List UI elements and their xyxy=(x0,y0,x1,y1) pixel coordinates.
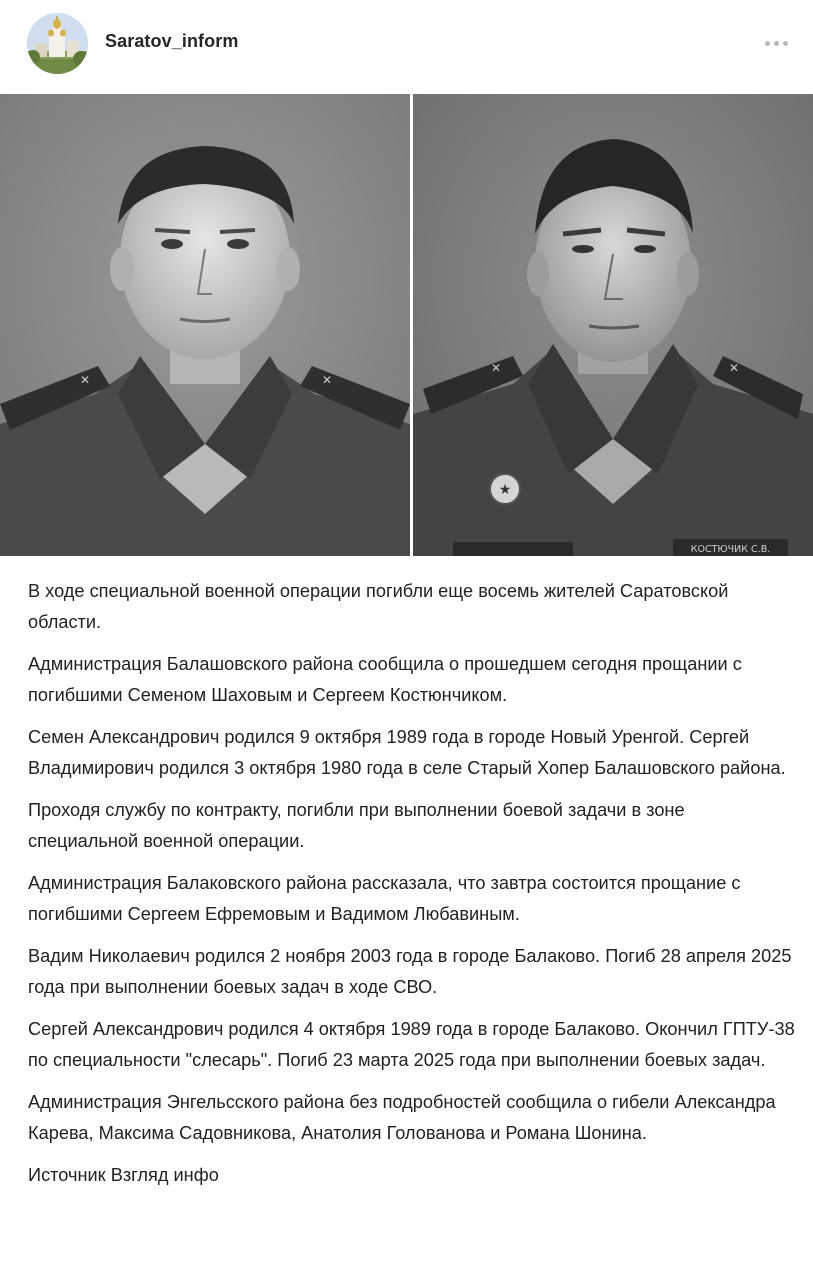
portrait-image-left xyxy=(0,94,410,556)
more-options-button[interactable] xyxy=(756,30,796,56)
channel-avatar[interactable] xyxy=(27,13,88,74)
more-dot xyxy=(774,41,779,46)
svg-text:✕: ✕ xyxy=(491,361,502,375)
name-tag-text: КОСТЮЧИК С.В. xyxy=(690,544,771,555)
post-paragraph: Вадим Николаевич родился 2 ноября 2003 года в городе Балаково. Погиб 28 апреля 2025 года при выполнении боевых задач в ходе СВО. xyxy=(28,946,792,997)
city-avatar-icon xyxy=(27,13,88,74)
portrait-image-right xyxy=(413,94,813,556)
svg-text:★: ★ xyxy=(498,482,512,498)
svg-text:✕: ✕ xyxy=(729,361,740,375)
svg-text:✕: ✕ xyxy=(80,373,91,387)
more-dot xyxy=(783,41,788,46)
post-paragraph: Семен Александрович родился 9 октября 1989 года в городе Новый Уренгой. Сергей Владимирович родился 3 октября 1980 года в селе Старый Хопер Балашовского района. xyxy=(28,727,786,778)
post-paragraph: Сергей Александрович родился 4 октября 1989 года в городе Балаково. Окончил ГПТУ-38 по специальности "слесарь". Погиб 23 марта 2025 года при выполнении боевых задач. xyxy=(28,1019,795,1070)
post-paragraph: В ходе специальной военной операции погибли еще восемь жителей Саратовской области. xyxy=(28,581,729,632)
post-paragraph: Администрация Балашовского района сообщила о прошедшем сегодня прощании с погибшими Семеном Шаховым и Сергеем Костюнчиком. xyxy=(28,654,742,705)
more-horizontal-icon xyxy=(765,41,770,46)
post-paragraph: Проходя службу по контракту, погибли при выполнении боевой задачи в зоне специальной военной операции. xyxy=(28,800,685,851)
photo-gallery[interactable] xyxy=(0,94,813,556)
soldier-portrait-left[interactable] xyxy=(0,94,410,556)
channel-name[interactable]: Saratov_inform xyxy=(105,31,239,51)
post-header xyxy=(0,0,813,90)
post-text xyxy=(28,576,798,1202)
svg-text:✕: ✕ xyxy=(322,373,333,387)
soldier-portrait-right[interactable] xyxy=(413,94,813,556)
post-paragraph: Администрация Энгельсского района без подробностей сообщила о гибели Александра Карева, Максима Садовникова, Анатолия Голованова и Романа Шонина. xyxy=(28,1092,776,1143)
source-line: Источник Взгляд инфо xyxy=(28,1165,219,1185)
post-paragraph: Администрация Балаковского района рассказала, что завтра состоится прощание с погибшими Сергеем Ефремовым и Вадимом Любавиным. xyxy=(28,873,741,924)
